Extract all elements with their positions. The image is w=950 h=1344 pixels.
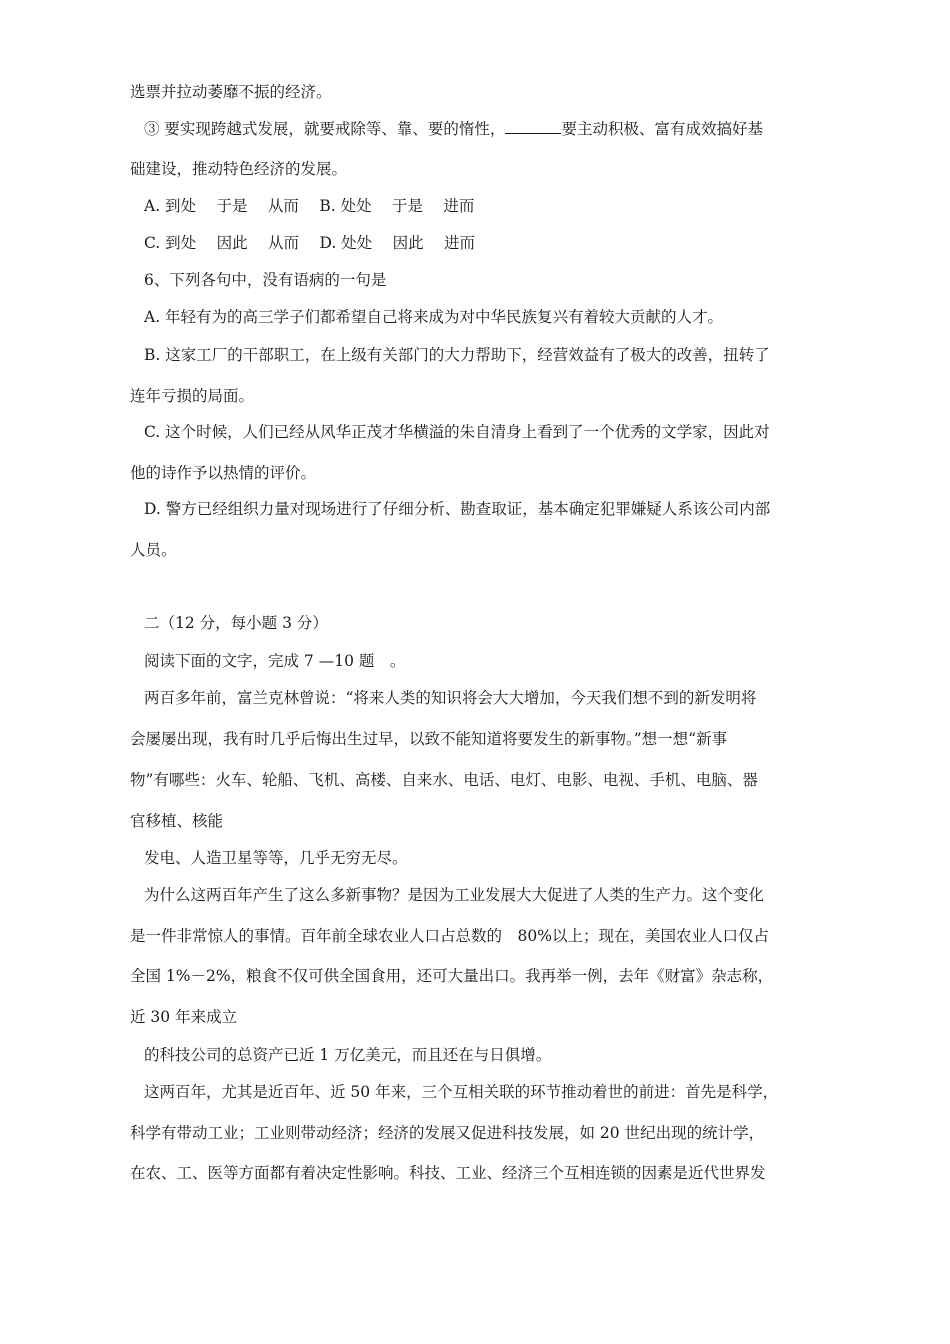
text-line: 人员。 <box>130 541 177 559</box>
passage-line: 物”有哪些：火车、轮船、飞机、高楼、自来水、电话、电灯、电影、电视、手机、电脑、器 <box>130 771 758 789</box>
question-6-option-a: A. 年轻有为的高三学子们都希望自己将来成为对中华民族复兴有着较大贡献的人才。 <box>144 308 724 326</box>
section-heading: 二（12 分，每小题 3 分） <box>144 614 328 632</box>
passage-line: 会屡屡出现，我有时几乎后悔出生过早，以致不能知道将要发生的新事物。”想一想“新事 <box>130 730 728 748</box>
passage-line: 两百多年前，富兰克林曾说：“将来人类的知识将会大大增加，今天我们想不到的新发明将 <box>144 689 757 707</box>
passage-line: 发电、人造卫星等等，几乎无穷无尽。 <box>144 849 408 867</box>
passage-line: 这两百年，尤其是近百年、近 50 年来，三个互相关联的环节推动着世的前进：首先是科学， <box>144 1083 779 1101</box>
question-5-options-cd: C. 到处 因此 从而 D. 处处 因此 进而 <box>144 234 476 252</box>
reading-instruction: 阅读下面的文字，完成 7 —10 题 。 <box>144 652 406 670</box>
passage-line: 全国 1%－2%，粮食不仅可供全国食用，还可大量出口。我再举一例，去年《财富》杂志称， <box>130 967 774 985</box>
question-5-options-ab: A. 到处 于是 从而 B. 处处 于是 进而 <box>144 197 475 215</box>
question-6-option-d: D. 警方已经组织力量对现场进行了仔细分析、勘查取证，基本确定犯罪嫌疑人系该公司内部 <box>144 500 771 518</box>
passage-line: 在农、工、医等方面都有着决定性影响。科技、工业、经济三个互相连锁的因素是近代世界发 <box>130 1164 766 1182</box>
text-segment: 要主动积极、富有成效搞好基 <box>561 120 763 138</box>
text-line: 他的诗作予以热情的评价。 <box>130 464 317 482</box>
passage-line: 科学有带动工业；工业则带动经济；经济的发展又促进科技发展，如 20 世纪出现的统计学， <box>130 1124 765 1142</box>
passage-line: 为什么这两百年产生了这么多新事物？是因为工业发展大大促进了人类的生产力。这个变化 <box>144 886 765 904</box>
text-line: 选票并拉动萎靡不振的经济。 <box>130 83 332 101</box>
passage-line: 官移植、核能 <box>130 812 224 830</box>
passage-line: 的科技公司的总资产已近 1 万亿美元，而且还在与日俱增。 <box>144 1046 552 1064</box>
passage-line: 是一件非常惊人的事情。百年前全球农业人口占总数的 80%以上；现在，美国农业人口仅占 <box>130 927 769 945</box>
question-6-option-b: B. 这家工厂的干部职工，在上级有关部门的大力帮助下，经营效益有了极大的改善，扭转了 <box>144 346 770 364</box>
passage-line: 近 30 年来成立 <box>130 1008 238 1026</box>
text-segment: ③ 要实现跨越式发展，就要戒除等、靠、要的惰性， <box>144 120 506 138</box>
question-6-stem: 6、下列各句中，没有语病的一句是 <box>144 271 387 289</box>
text-line: 连年亏损的局面。 <box>130 387 255 405</box>
question-6-option-c: C. 这个时候，人们已经从风华正茂才华横溢的朱自清身上看到了一个优秀的文学家，因此对 <box>144 423 770 441</box>
question-5-item-3 <box>144 119 763 139</box>
fill-in-blank <box>505 119 561 134</box>
text-line: 础建设，推动特色经济的发展。 <box>130 160 348 178</box>
